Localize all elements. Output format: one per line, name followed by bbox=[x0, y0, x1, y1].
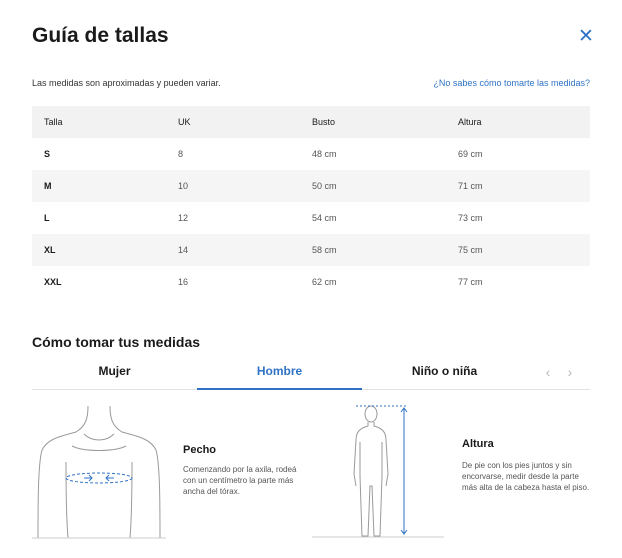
size-cell: M bbox=[32, 170, 178, 202]
table-row bbox=[32, 266, 590, 298]
how-to-measure-title: Cómo tomar tus medidas bbox=[32, 334, 201, 350]
bust-cell: 54 cm bbox=[312, 213, 337, 223]
bust-cell: 62 cm bbox=[312, 277, 337, 287]
measure-tabs bbox=[32, 356, 590, 390]
height-cell: 69 cm bbox=[458, 149, 483, 159]
uk-cell: 16 bbox=[178, 277, 189, 287]
size-cell: S bbox=[44, 149, 51, 159]
tab-hombre[interactable]: Hombre bbox=[197, 356, 362, 390]
height-cell: 71 cm bbox=[458, 170, 590, 202]
chest-measure-text: Comenzando por la axila, rodeá con un centímetro la parte más ancha del tórax. bbox=[183, 465, 297, 496]
size-cell: L bbox=[44, 213, 50, 223]
chest-measure-title: Pecho bbox=[183, 444, 217, 456]
chevron-left-icon[interactable]: ‹ bbox=[545, 364, 551, 380]
table-row bbox=[32, 170, 590, 202]
measurements-note: Las medidas son aproximadas y pueden variar. bbox=[32, 78, 221, 88]
height-cell: 77 cm bbox=[458, 277, 483, 287]
size-cell: XL bbox=[32, 234, 178, 266]
table-row bbox=[32, 234, 590, 266]
uk-cell: 8 bbox=[178, 149, 184, 159]
column-header-uk: UK bbox=[178, 106, 312, 138]
height-cell: 73 cm bbox=[458, 213, 483, 223]
column-header-height: Altura bbox=[458, 106, 590, 138]
bust-cell: 48 cm bbox=[312, 149, 337, 159]
uk-cell: 14 bbox=[178, 234, 312, 266]
table-row bbox=[32, 202, 590, 234]
table-header-row bbox=[32, 106, 590, 138]
tab-mujer[interactable]: Mujer bbox=[98, 364, 131, 378]
height-cell: 75 cm bbox=[458, 234, 590, 266]
column-header-size: Talla bbox=[32, 106, 178, 138]
bust-cell: 50 cm bbox=[312, 170, 458, 202]
size-cell: XXL bbox=[44, 277, 62, 287]
bust-cell: 58 cm bbox=[312, 234, 458, 266]
height-measure-illustration bbox=[312, 404, 444, 540]
modal-title: Guía de tallas bbox=[32, 24, 169, 47]
uk-cell: 10 bbox=[178, 170, 312, 202]
height-measure-title: Altura bbox=[462, 438, 494, 450]
how-to-measure-link[interactable]: ¿No sabes cómo tomarte las medidas? bbox=[433, 78, 590, 88]
height-measure-text: De pie con los pies juntos y sin encorvarse, medir desde la parte más alta de la cabeza hasta el piso. bbox=[462, 461, 590, 492]
uk-cell: 12 bbox=[178, 213, 189, 223]
table-row bbox=[32, 138, 590, 170]
close-icon[interactable]: ✕ bbox=[578, 26, 594, 47]
tab-nino-nina[interactable]: Niño o niña bbox=[411, 364, 478, 378]
chest-measure-illustration bbox=[32, 404, 166, 540]
size-table bbox=[32, 106, 590, 298]
chevron-right-icon[interactable]: › bbox=[567, 364, 573, 380]
column-header-bust: Busto bbox=[312, 106, 458, 138]
